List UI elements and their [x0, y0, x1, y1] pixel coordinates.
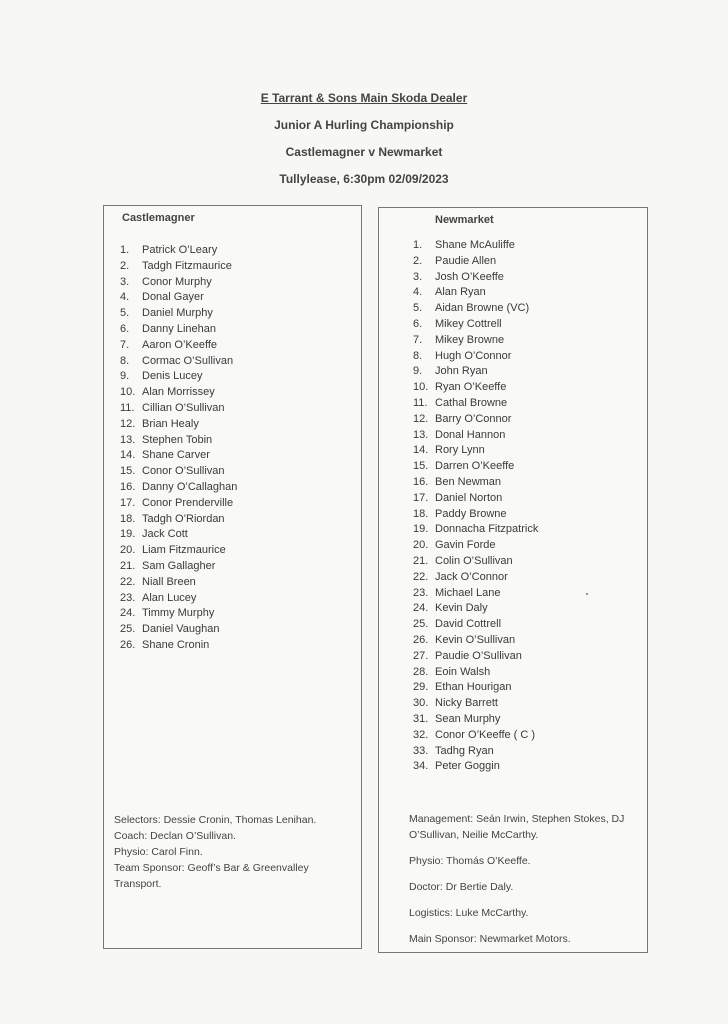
- player-number: 1.: [413, 239, 423, 251]
- player-row: [413, 728, 538, 744]
- player-name: Brian Healy: [142, 417, 199, 430]
- player-name: Donnacha Fitzpatrick: [435, 523, 539, 536]
- player-row: [120, 559, 237, 575]
- staff-line: Team Sponsor: Geoff’s Bar & Greenvalley Transport.: [114, 862, 309, 890]
- player-number: 2.: [120, 259, 130, 272]
- competition-heading: Junior A Hurling Championship: [274, 118, 454, 132]
- player-row: [120, 259, 237, 275]
- player-name: Aaron O’Keeffe: [142, 338, 218, 351]
- player-number: 21.: [413, 554, 429, 567]
- player-number: 18.: [413, 507, 429, 520]
- player-number: 7.: [120, 338, 130, 351]
- player-number: 12.: [120, 417, 136, 430]
- player-number: 19.: [120, 528, 136, 541]
- player-row: [120, 464, 237, 480]
- player-row: [120, 512, 237, 528]
- player-name: Paddy Browne: [435, 507, 507, 520]
- player-name: Denis Lucey: [142, 370, 203, 383]
- player-number: 27.: [413, 649, 429, 662]
- player-row: [120, 290, 237, 306]
- player-number: 16.: [120, 480, 136, 493]
- venue-time-heading: Tullylease, 6:30pm 02/09/2023: [279, 172, 449, 186]
- player-name: Alan Lucey: [142, 591, 197, 604]
- player-name: Shane Cronin: [142, 638, 210, 651]
- player-row: [413, 285, 538, 301]
- player-row: [413, 554, 538, 570]
- player-name: Tadhg Ryan: [435, 744, 494, 757]
- player-number: 12.: [413, 412, 429, 425]
- player-number: 6.: [120, 322, 130, 335]
- player-row: [413, 744, 538, 760]
- player-list: [413, 238, 538, 775]
- player-number: 22.: [413, 570, 429, 583]
- sponsor-heading: E Tarrant & Sons Main Skoda Dealer: [260, 91, 468, 105]
- player-number: 13.: [413, 428, 429, 441]
- player-row: [413, 396, 538, 412]
- staff-line: Main Sponsor: Newmarket Motors.: [409, 933, 571, 945]
- player-name: Mikey Browne: [435, 333, 505, 346]
- player-number: 4.: [120, 291, 130, 304]
- player-number: 17.: [120, 496, 136, 509]
- player-name: Cathal Browne: [435, 396, 508, 409]
- player-number: 18.: [120, 512, 136, 525]
- player-number: 3.: [413, 270, 423, 283]
- player-number: 26.: [413, 633, 429, 646]
- player-name: Cormac O’Sullivan: [142, 354, 234, 367]
- player-name: Nicky Barrett: [435, 697, 498, 710]
- player-row: [120, 417, 237, 433]
- player-number: 15.: [120, 465, 136, 478]
- player-number: 24.: [120, 607, 136, 620]
- player-name: Barry O’Connor: [435, 412, 512, 425]
- player-number: 20.: [413, 539, 429, 552]
- player-name: Cillian O’Sullivan: [142, 401, 225, 414]
- player-name: Tadgh Fitzmaurice: [142, 259, 232, 272]
- player-row: [413, 586, 538, 602]
- player-name: Hugh O’Connor: [435, 349, 512, 362]
- player-name: Alan Morrissey: [142, 386, 215, 399]
- player-number: 16.: [413, 475, 429, 488]
- player-number: 4.: [413, 286, 423, 299]
- player-row: [413, 412, 538, 428]
- player-row: [413, 538, 538, 554]
- player-number: 10.: [413, 381, 429, 394]
- player-number: 22.: [120, 575, 136, 588]
- player-number: 5.: [413, 302, 423, 315]
- player-name: Paudie Allen: [435, 254, 497, 267]
- player-number: 13.: [120, 433, 136, 446]
- player-name: Danny O’Callaghan: [142, 480, 238, 493]
- player-name: Josh O’Keeffe: [435, 270, 504, 283]
- player-row: [413, 617, 538, 633]
- player-name: Shane Carver: [142, 449, 210, 462]
- player-number: 11.: [120, 401, 135, 414]
- player-number: 33.: [413, 744, 429, 757]
- player-row: [120, 622, 237, 638]
- player-number: 14.: [413, 444, 429, 457]
- player-row: [413, 633, 538, 649]
- player-number: 30.: [413, 697, 429, 710]
- player-number: 19.: [413, 523, 429, 536]
- player-number: 24.: [413, 602, 429, 615]
- player-row: [120, 306, 237, 322]
- match-header: [0, 88, 728, 196]
- staff-line: Doctor: Dr Bertie Daly.: [409, 881, 514, 893]
- player-name: Colin O’Sullivan: [435, 554, 513, 567]
- player-row: [413, 349, 538, 365]
- player-number: 31.: [413, 712, 429, 725]
- player-row: [413, 712, 538, 728]
- player-name: Daniel Norton: [435, 491, 503, 504]
- player-row: [413, 333, 538, 349]
- player-row: [413, 317, 538, 333]
- player-row: [413, 443, 538, 459]
- player-name: Rory Lynn: [435, 444, 485, 457]
- player-row: [413, 364, 538, 380]
- player-row: [413, 570, 538, 586]
- team-name: Newmarket: [435, 214, 494, 226]
- player-name: Sean Murphy: [435, 712, 501, 725]
- player-name: Timmy Murphy: [142, 607, 215, 620]
- player-number: 9.: [120, 370, 130, 383]
- player-number: 11.: [413, 396, 428, 409]
- player-name: Liam Fitzmaurice: [142, 544, 226, 557]
- player-name: Peter Goggin: [435, 760, 500, 773]
- player-name: Kevin O’Sullivan: [435, 633, 516, 646]
- player-name: Paudie O’Sullivan: [435, 649, 522, 662]
- staff-line: Logistics: Luke McCarthy.: [409, 907, 529, 919]
- player-list: [120, 243, 237, 654]
- staff-info: [114, 812, 354, 892]
- player-number: 28.: [413, 665, 429, 678]
- staff-info: [409, 811, 641, 957]
- player-name: Daniel Vaughan: [142, 623, 220, 636]
- staff-line: Management: Seán Irwin, Stephen Stokes, DJ O’Sullivan, Neilie McCarthy.: [409, 813, 625, 841]
- player-number: 34.: [413, 760, 429, 773]
- player-name: Conor O’Keeffe ( C ): [435, 728, 536, 741]
- player-row: [120, 354, 237, 370]
- player-row: [413, 601, 538, 617]
- player-row: [120, 496, 237, 512]
- player-name: Ryan O’Keeffe: [435, 381, 507, 394]
- staff-line: Physio: Carol Finn.: [114, 846, 203, 858]
- player-number: 17.: [413, 491, 429, 504]
- player-row: [413, 475, 538, 491]
- castlemagner-panel: [103, 205, 362, 949]
- player-name: Alan Ryan: [435, 286, 486, 299]
- player-name: Sam Gallagher: [142, 559, 216, 572]
- player-row: [120, 338, 237, 354]
- player-row: [120, 448, 237, 464]
- player-number: 23.: [120, 591, 136, 604]
- player-name: Donal Hannon: [435, 428, 506, 441]
- player-number: 23.: [413, 586, 429, 599]
- player-row: [413, 696, 538, 712]
- player-number: 32.: [413, 728, 429, 741]
- player-number: 15.: [413, 460, 429, 473]
- player-row: [120, 575, 237, 591]
- staff-line: Coach: Declan O’Sullivan.: [114, 830, 236, 842]
- player-row: [120, 275, 237, 291]
- player-name: Mikey Cottrell: [435, 317, 502, 330]
- player-row: [413, 491, 538, 507]
- player-row: [413, 507, 538, 523]
- player-row: [413, 680, 538, 696]
- player-row: [413, 459, 538, 475]
- player-number: 25.: [413, 618, 429, 631]
- player-row: [120, 591, 237, 607]
- staff-line: Selectors: Dessie Cronin, Thomas Lenihan.: [114, 814, 317, 826]
- player-number: 8.: [120, 354, 130, 367]
- player-name: Tadgh O’Riordan: [142, 512, 225, 525]
- fixture-heading: Castlemagner v Newmarket: [285, 145, 443, 159]
- player-row: [120, 638, 237, 654]
- team-name: Castlemagner: [122, 212, 195, 224]
- player-row: [120, 543, 237, 559]
- player-name: Aidan Browne (VC): [435, 302, 530, 315]
- player-name: Gavin Forde: [435, 539, 496, 552]
- player-name: Conor Murphy: [142, 275, 212, 288]
- newmarket-panel: [378, 207, 648, 953]
- player-name: Danny Linehan: [142, 322, 217, 335]
- player-number: 21.: [120, 559, 136, 572]
- player-name: Daniel Murphy: [142, 307, 213, 320]
- player-number: 3.: [120, 275, 130, 288]
- player-number: 14.: [120, 449, 136, 462]
- player-name: Eoin Walsh: [435, 665, 491, 678]
- player-name: Shane McAuliffe: [435, 239, 515, 251]
- player-number: 20.: [120, 544, 136, 557]
- player-row: [413, 522, 538, 538]
- player-row: [413, 301, 538, 317]
- player-number: 6.: [413, 317, 423, 330]
- player-row: [413, 649, 538, 665]
- player-row: [413, 428, 538, 444]
- player-name: Darren O’Keeffe: [435, 460, 515, 473]
- player-name: Michael Lane: [435, 586, 501, 599]
- player-number: 5.: [120, 307, 130, 320]
- player-row: [413, 759, 538, 775]
- player-row: [120, 385, 237, 401]
- player-name: Conor O’Sullivan: [142, 465, 225, 478]
- player-number: 29.: [413, 681, 429, 694]
- player-number: 1.: [120, 244, 130, 256]
- player-name: Conor Prenderville: [142, 496, 234, 509]
- player-row: [413, 665, 538, 681]
- player-name: David Cottrell: [435, 618, 502, 631]
- player-name: Kevin Daly: [435, 602, 488, 615]
- player-name: John Ryan: [435, 365, 488, 378]
- player-number: 2.: [413, 254, 423, 267]
- player-row: [120, 606, 237, 622]
- player-row: [120, 322, 237, 338]
- player-name: Niall Breen: [142, 575, 196, 588]
- player-row: [120, 401, 237, 417]
- player-row: [413, 380, 538, 396]
- player-number: 10.: [120, 386, 136, 399]
- staff-line: Physio: Thomás O’Keeffe.: [409, 855, 531, 867]
- player-row: [120, 480, 237, 496]
- player-row: [120, 243, 237, 259]
- player-number: 7.: [413, 333, 423, 346]
- player-number: 26.: [120, 638, 136, 651]
- player-name: Ben Newman: [435, 475, 502, 488]
- player-row: [120, 527, 237, 543]
- player-name: Donal Gayer: [142, 291, 204, 304]
- player-name: Stephen Tobin: [142, 433, 213, 446]
- player-name: Patrick O’Leary: [142, 244, 218, 256]
- player-number: 8.: [413, 349, 423, 362]
- player-number: 25.: [120, 623, 136, 636]
- player-name: Ethan Hourigan: [435, 681, 512, 694]
- player-row: [413, 270, 538, 286]
- player-name: Jack O’Connor: [435, 570, 508, 583]
- player-name: Jack Cott: [142, 528, 188, 541]
- player-row: [413, 254, 538, 270]
- player-row: [413, 238, 538, 254]
- player-row: [120, 433, 237, 449]
- player-row: [120, 369, 237, 385]
- player-number: 9.: [413, 365, 423, 378]
- stray-mark: [586, 593, 588, 595]
